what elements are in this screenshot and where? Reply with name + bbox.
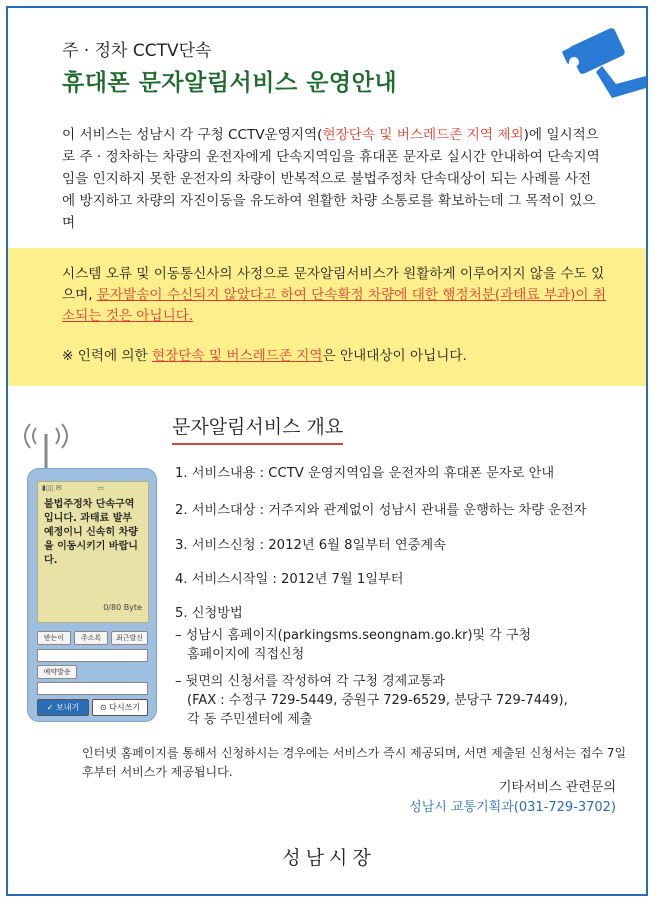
overview-item-method: 5. 신청방법 <box>175 606 243 621</box>
page-subtitle: 주 · 정차 CCTV단속 <box>62 41 212 61</box>
recipient-button: 받는이 <box>37 631 71 645</box>
phone-screen <box>37 481 149 623</box>
inquiry-contact: 성남시 교통기획과(031-729-3702) <box>409 800 616 815</box>
rewrite-icon: ⊙ <box>99 703 107 712</box>
reserve-field <box>37 682 148 695</box>
overview-item-target: 2. 서비스대상 : 거주지와 관계없이 성남시 관내를 운행하는 차량 운전자 <box>175 503 587 518</box>
method-fax: – 뒷면의 신청서를 작성하여 각 구청 경제교통과 (FAX : 수정구 729-5449, 중원구 729-6529, 분당구 729-7449), 각 동 주민센터에 제출 <box>175 674 568 727</box>
method-homepage: – 성남시 홈페이지(parkingsms.seongnam.go.kr)및 각 구청 홈페이지에 직접신청 <box>175 628 532 662</box>
recent-sent-button: 최근발신 <box>111 631 148 645</box>
notice-highlight: 문자발송이 수신되지 않았다고 하여 단속확정 차량에 대한 행정처분(과태료 부과)이 취소되는 것은 아닙니다. <box>62 287 607 324</box>
phone-byte-count: 0/80 Byte <box>103 603 142 612</box>
page-title: 휴대폰 문자알림서비스 운영안내 <box>62 70 398 96</box>
inquiry: 기타서비스 관련문의 성남시 교통기획과(031-729-3702) <box>409 778 616 818</box>
mayor-signature: 성남시장 <box>282 847 376 869</box>
send-button: ✓ 보내기 <box>37 699 89 716</box>
intro-paragraph: 이 서비스는 성남시 각 구청 CCTV운영지역(현장단속 및 버스레드존 지역 제외)에 일시적으로 주 · 정차하는 차량의 운전자에게 단속지역임을 휴대폰 문자로 실시간 안내하여 단속지역임을 인지하지 못한 운전자의 차량이 반복적으로 불법주정차 단속대상이 되는 사례를 사전에 방지하고 차량의 자진이동을 유도하여 원활한 차량 소통로를 확보하는데 그 목적이 있으며 <box>62 127 600 231</box>
overview-item-content: 1. 서비스내용 : CCTV 운영지역임을 운전자의 휴대폰 문자로 안내 <box>175 466 555 481</box>
overview-item-application: 3. 서비스신청 : 2012년 6월 8일부터 연중계속 <box>175 538 446 553</box>
reserve-button: 예약발송 <box>37 665 77 679</box>
phone-message: 불법주정차 단속구역 입니다. 과태료 발부 예정이니 신속히 차량을 이동시키기 바랍니다. <box>44 499 138 566</box>
signal-antenna-icon <box>20 420 100 472</box>
overview-item-start-date: 4. 서비스시작일 : 2012년 7월 1일부터 <box>175 572 404 587</box>
phone-illustration <box>27 468 157 722</box>
cctv-camera-icon <box>558 26 648 106</box>
recipient-field <box>37 649 148 662</box>
rewrite-button: ⊙ 다시쓰기 <box>92 699 148 716</box>
intro-exception-highlight: 현장단속 및 버스레드존 지역 제외 <box>322 127 524 143</box>
notice-paragraph: 시스템 오류 및 이동통신사의 사정으로 문자알림서비스가 원활하게 이루어지지 않을 수도 있으며, 문자발송이 수신되지 않았다고 하여 단속확정 차량에 대한 행정처분(과태료 부과)이 취소되는 것은 아닙니다. <box>62 266 607 324</box>
phone-status-bar: ▮▯▯ ✉ ▭ <box>42 484 104 492</box>
notice-note: ※ 인력에 의한 현장단속 및 버스레드존 지역은 안내대상이 아닙니다. <box>62 348 467 364</box>
address-book-button: 주소록 <box>74 631 108 645</box>
overview-title: 문자알림서비스 개요 <box>172 412 343 445</box>
footnote: 인터넷 홈페이지를 통해서 신청하시는 경우에는 서비스가 즉시 제공되며, 서면 제출된 신청서는 접수 7일후부터 서비스가 제공됩니다. <box>82 746 627 779</box>
